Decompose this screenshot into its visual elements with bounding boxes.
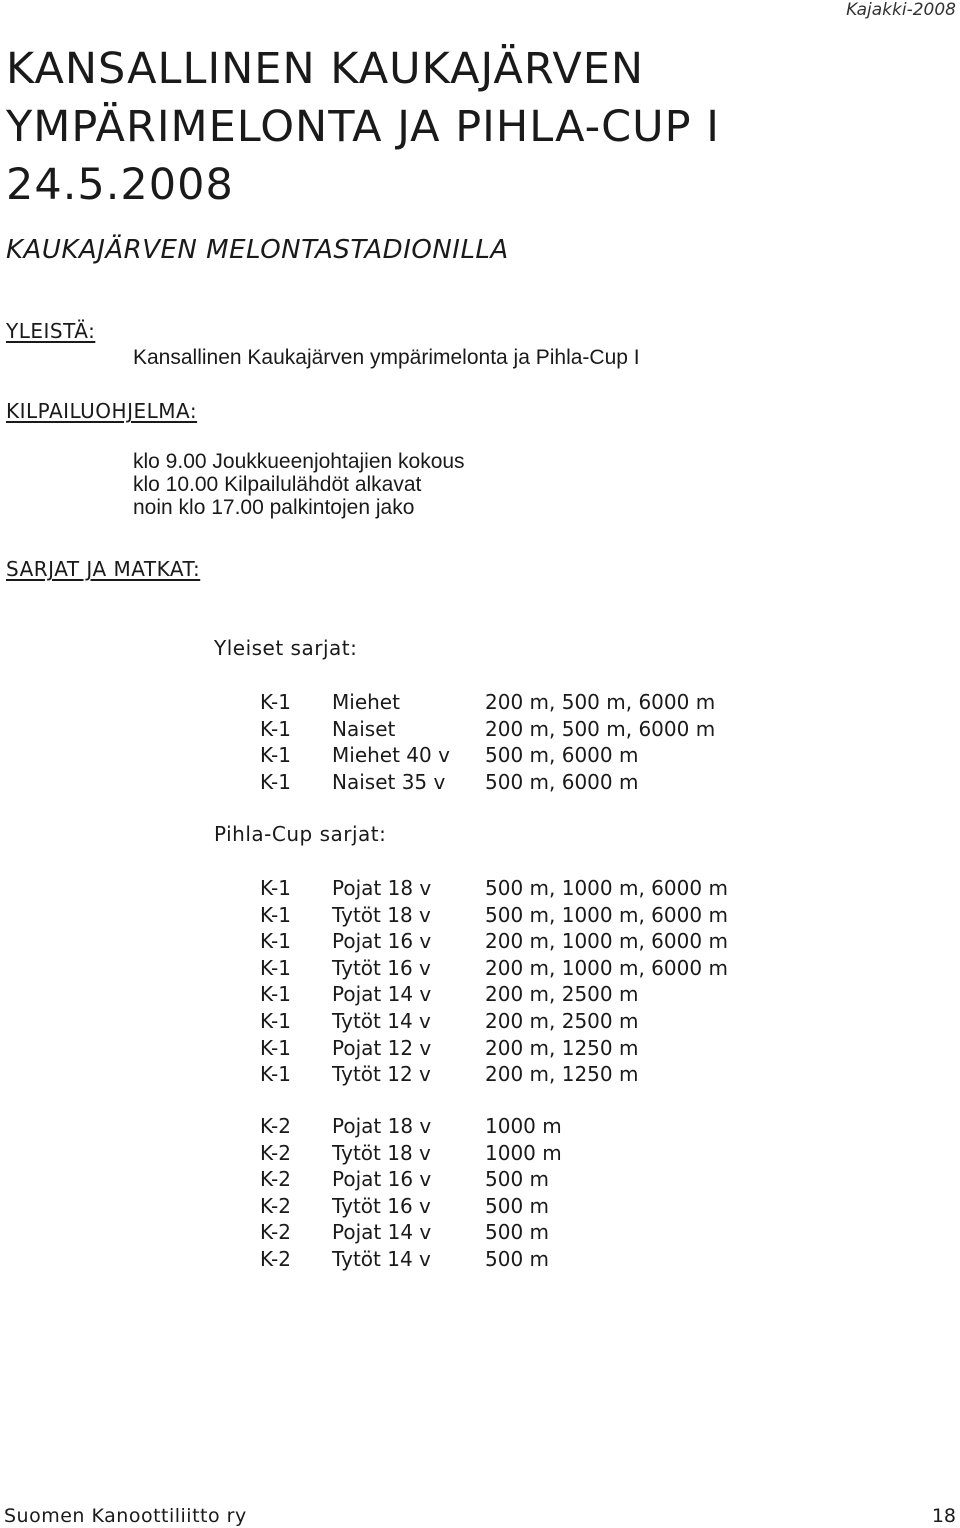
table-row [260,1008,728,1035]
boat-class: K-1 [260,716,291,741]
distances: 200 m, 2500 m [485,982,639,1007]
table-row [260,1035,728,1062]
boat-class: K-1 [260,876,291,900]
boat-class: K-1 [260,982,291,1007]
table-row [260,1246,562,1273]
boat-class: K-1 [260,769,291,794]
series-name: Miehet [332,690,400,714]
table-row [260,742,715,769]
pihla-k1-table [260,875,728,1088]
table-row [260,955,728,982]
section-label-yleista: YLEISTÄ: [6,319,96,343]
boat-class: K-1 [260,743,291,768]
series-name: Tytöt 16 v [332,955,431,980]
table-row [260,1219,562,1246]
yleiset-table [260,689,715,795]
distances: 500 m, 6000 m [485,743,639,768]
boat-class: K-1 [260,929,291,954]
section-label-kilpailuohjelma: KILPAILUOHJELMA: [6,399,198,423]
table-row [260,902,728,929]
distances: 1000 m [485,1114,562,1138]
series-name: Tytöt 14 v [332,1246,431,1271]
series-name: Pojat 16 v [332,1167,432,1192]
distances: 200 m, 1000 m, 6000 m [485,955,728,980]
main-title [6,40,720,214]
boat-class: K-2 [260,1167,291,1192]
series-name: Naiset [332,716,396,741]
pihla-k2-table [260,1113,562,1273]
table-row [260,716,715,743]
series-name: Pojat 16 v [332,929,432,954]
section-label-sarjat: SARJAT JA MATKAT: [6,557,201,581]
table-row [260,875,728,902]
boat-class: K-1 [260,690,291,714]
table-row [260,1140,562,1167]
series-name: Pojat 14 v [332,1220,432,1245]
distances: 200 m, 500 m, 6000 m [485,690,716,714]
series-name: Pojat 12 v [332,1035,432,1060]
distances: 200 m, 1250 m [485,1062,639,1087]
boat-class: K-1 [260,902,291,927]
program-list [133,450,465,519]
boat-class: K-2 [260,1140,291,1165]
title-line: 24.5.2008 [6,160,234,210]
series-name: Pojat 18 v [332,876,432,900]
program-item: klo 10.00 Kilpailulähdöt alkavat [133,473,422,496]
table-row [260,928,728,955]
table-row [260,1193,562,1220]
distances: 500 m [485,1167,550,1192]
series-name: Tytöt 14 v [332,1008,431,1033]
boat-class: K-1 [260,1035,291,1060]
distances: 500 m, 6000 m [485,769,639,794]
pihla-heading: Pihla-Cup sarjat: [214,822,387,846]
boat-class: K-2 [260,1193,291,1218]
series-name: Naiset 35 v [332,769,446,794]
subtitle: KAUKAJÄRVEN MELONTASTADIONILLA [6,235,509,265]
series-name: Pojat 18 v [332,1114,432,1138]
program-item: noin klo 17.00 palkintojen jako [133,496,415,519]
distances: 500 m [485,1193,550,1218]
series-name: Pojat 14 v [332,982,432,1007]
series-name: Tytöt 18 v [332,1140,431,1165]
boat-class: K-2 [260,1246,291,1271]
table-row [260,1113,562,1140]
program-item: klo 9.00 Joukkueenjohtajien kokous [133,450,465,473]
boat-class: K-1 [260,955,291,980]
boat-class: K-2 [260,1114,291,1138]
distances: 200 m, 500 m, 6000 m [485,716,716,741]
series-name: Miehet 40 v [332,743,450,768]
table-row [260,1166,562,1193]
table-row [260,981,728,1008]
series-name: Tytöt 12 v [332,1062,431,1087]
distances: 200 m, 1250 m [485,1035,639,1060]
footer-organization: Suomen Kanoottiliitto ry [4,1505,247,1527]
series-name: Tytöt 18 v [332,902,431,927]
distances: 500 m, 1000 m, 6000 m [485,902,728,927]
distances: 200 m, 2500 m [485,1008,639,1033]
series-name: Tytöt 16 v [332,1193,431,1218]
page-number: 18 [931,1505,956,1527]
distances: 500 m [485,1220,550,1245]
general-description: Kansallinen Kaukajärven ympärimelonta ja Pihla-Cup I [133,346,640,369]
distances: 500 m, 1000 m, 6000 m [485,876,728,900]
distances: 500 m [485,1246,550,1271]
table-row [260,769,715,796]
title-line: YMPÄRIMELONTA JA PIHLA-CUP I [6,102,720,152]
title-line: KANSALLINEN KAUKAJÄRVEN [6,44,645,94]
distances: 200 m, 1000 m, 6000 m [485,929,728,954]
boat-class: K-1 [260,1062,291,1087]
header-tag: Kajakki-2008 [846,0,956,20]
boat-class: K-1 [260,1008,291,1033]
distances: 1000 m [485,1140,562,1165]
boat-class: K-2 [260,1220,291,1245]
table-row [260,1061,728,1088]
table-row [260,689,715,716]
yleiset-heading: Yleiset sarjat: [214,636,358,660]
